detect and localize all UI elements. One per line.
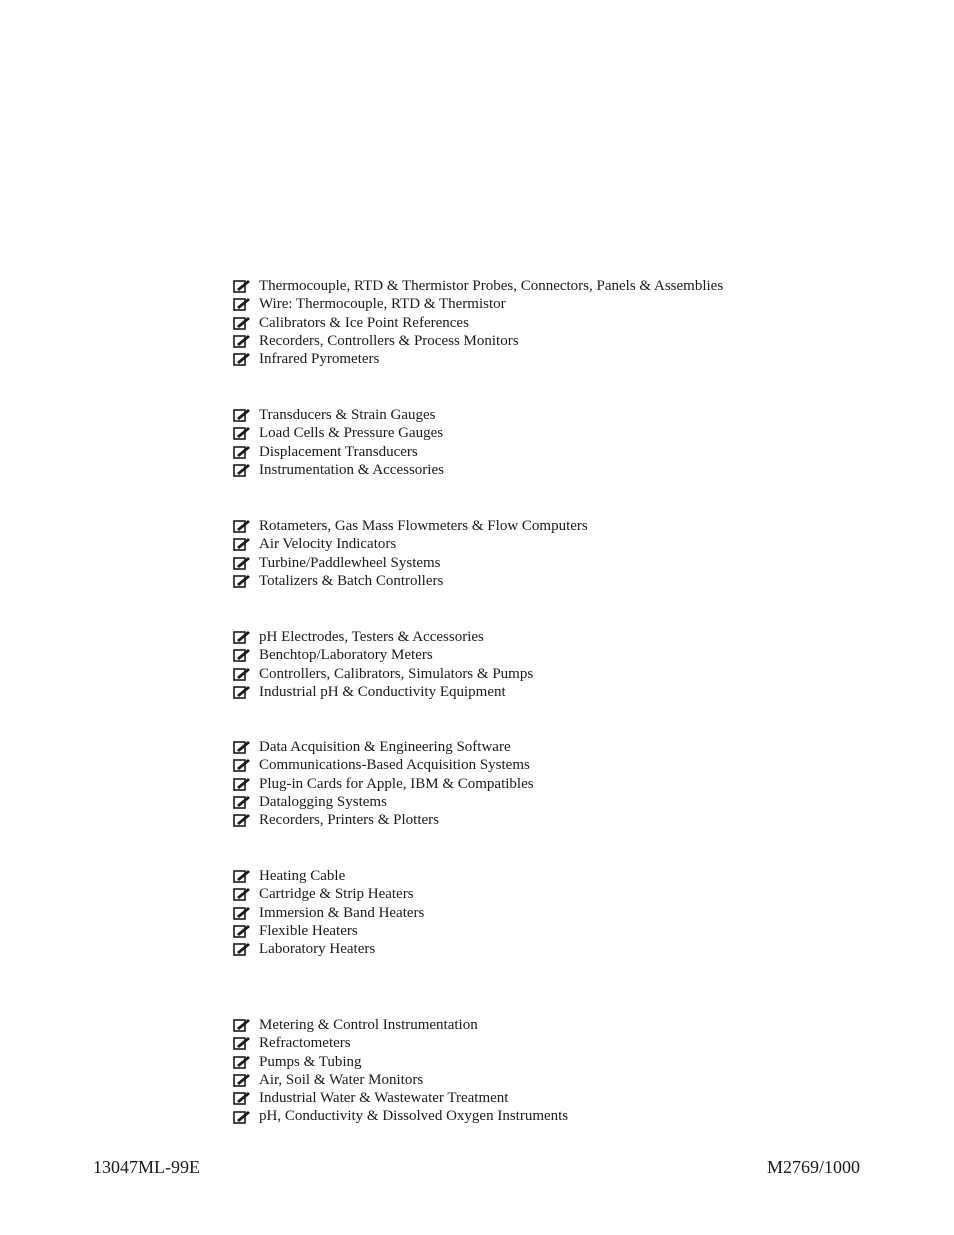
checkbox-pencil-icon xyxy=(233,924,251,938)
list-item-label: Metering & Control Instrumentation xyxy=(259,1017,478,1033)
checkbox-pencil-icon xyxy=(233,297,251,311)
list-item xyxy=(233,443,444,461)
list-item-label: Recorders, Controllers & Process Monitors xyxy=(259,332,519,349)
checkbox-pencil-icon xyxy=(233,777,251,791)
checkbox-pencil-icon xyxy=(233,869,251,883)
list-item xyxy=(233,535,588,553)
list-item xyxy=(233,1071,568,1089)
checkbox-pencil-icon xyxy=(233,574,251,588)
list-item xyxy=(233,793,534,811)
list-item xyxy=(233,775,534,793)
list-item-label: Controllers, Calibrators, Simulators & Pumps xyxy=(259,665,534,682)
list-item xyxy=(233,940,424,958)
list-item xyxy=(233,1053,568,1071)
list-item xyxy=(233,628,533,646)
checkbox-pencil-icon xyxy=(233,1036,251,1050)
checkbox-pencil-icon xyxy=(233,740,251,754)
list-item xyxy=(233,904,424,922)
checkbox-pencil-icon xyxy=(233,758,251,772)
checkbox-pencil-icon xyxy=(233,667,251,681)
checkbox-pencil-icon xyxy=(233,813,251,827)
list-item-label: Flexible Heaters xyxy=(259,922,358,939)
checkbox-pencil-icon xyxy=(233,906,251,920)
list-item xyxy=(233,665,533,683)
list-item xyxy=(233,867,424,885)
list-item-label: Air Velocity Indicators xyxy=(259,536,397,553)
list-item-label: Recorders, Printers & Plotters xyxy=(259,812,439,829)
checkbox-pencil-icon xyxy=(233,630,251,644)
checkbox-pencil-icon xyxy=(233,316,251,330)
list-item-label: Refractometers xyxy=(259,1035,351,1052)
list-item xyxy=(233,424,444,442)
list-item xyxy=(233,885,424,903)
list-item-label: Benchtop/Laboratory Meters xyxy=(259,647,433,664)
checkbox-pencil-icon xyxy=(233,887,251,901)
list-item xyxy=(233,646,533,664)
list-item-label: Wire: Thermocouple, RTD & Thermistor xyxy=(259,296,506,313)
list-item-label: Transducers & Strain Gauges xyxy=(259,407,436,423)
list-item xyxy=(233,461,444,479)
checkbox-pencil-icon xyxy=(233,463,251,477)
list-item xyxy=(233,277,723,295)
checkbox-pencil-icon xyxy=(233,334,251,348)
list-item-label: Communications-Based Acquisition Systems xyxy=(259,757,530,774)
list-item-label: Turbine/Paddlewheel Systems xyxy=(259,554,441,571)
checkbox-pencil-icon xyxy=(233,1091,251,1105)
list-item-label: pH Electrodes, Testers & Accessories xyxy=(259,629,484,645)
list-item xyxy=(233,554,588,572)
checkbox-pencil-icon xyxy=(233,795,251,809)
list-item xyxy=(233,517,588,535)
list-item-label: Air, Soil & Water Monitors xyxy=(259,1071,424,1088)
checkbox-pencil-icon xyxy=(233,408,251,422)
list-item-label: Pumps & Tubing xyxy=(259,1053,362,1070)
list-item xyxy=(233,314,723,332)
product-list-pressure xyxy=(233,406,444,479)
list-item-label: Plug-in Cards for Apple, IBM & Compatibles xyxy=(259,775,534,792)
footer-catalog-number: M2769/1000 xyxy=(766,1157,860,1177)
list-item-label: Infrared Pyrometers xyxy=(259,351,380,368)
checkbox-pencil-icon xyxy=(233,1055,251,1069)
list-item-label: Rotameters, Gas Mass Flowmeters & Flow Computers xyxy=(259,518,588,534)
checkbox-pencil-icon xyxy=(233,648,251,662)
footer-document-code: 13047ML-99E xyxy=(93,1157,200,1177)
list-item-label: Industrial pH & Conductivity Equipment xyxy=(259,683,506,700)
list-item-label: Heating Cable xyxy=(259,868,346,884)
list-item xyxy=(233,811,534,829)
list-item-label: pH, Conductivity & Dissolved Oxygen Instruments xyxy=(259,1108,569,1125)
list-item xyxy=(233,1034,568,1052)
checkbox-pencil-icon xyxy=(233,942,251,956)
list-item xyxy=(233,1107,568,1125)
list-item xyxy=(233,1016,568,1034)
product-list-temperature xyxy=(233,277,723,368)
checkbox-pencil-icon xyxy=(233,352,251,366)
product-list-heaters xyxy=(233,867,424,958)
list-item xyxy=(233,406,444,424)
list-item-label: Instrumentation & Accessories xyxy=(259,461,444,478)
checkbox-pencil-icon xyxy=(233,556,251,570)
list-item xyxy=(233,683,533,701)
checkbox-pencil-icon xyxy=(233,426,251,440)
checkbox-pencil-icon xyxy=(233,279,251,293)
product-list-flow xyxy=(233,517,588,590)
product-list-environmental xyxy=(233,1016,568,1126)
list-item xyxy=(233,756,534,774)
checkbox-pencil-icon xyxy=(233,1073,251,1087)
list-item xyxy=(233,738,534,756)
product-list-ph xyxy=(233,628,533,701)
checkbox-pencil-icon xyxy=(233,519,251,533)
list-item xyxy=(233,922,424,940)
list-item-label: Data Acquisition & Engineering Software xyxy=(259,739,511,755)
list-item xyxy=(233,332,723,350)
list-item-label: Immersion & Band Heaters xyxy=(259,904,425,921)
list-item xyxy=(233,350,723,368)
product-list-data-acquisition xyxy=(233,738,534,829)
list-item-label: Industrial Water & Wastewater Treatment xyxy=(259,1090,509,1107)
list-item xyxy=(233,295,723,313)
list-item-label: Load Cells & Pressure Gauges xyxy=(259,425,444,442)
list-item-label: Thermocouple, RTD & Thermistor Probes, Connectors, Panels & Assemblies xyxy=(259,278,724,294)
list-item-label: Calibrators & Ice Point References xyxy=(259,314,469,331)
list-item-label: Laboratory Heaters xyxy=(259,941,376,958)
list-item xyxy=(233,572,588,590)
checkbox-pencil-icon xyxy=(233,445,251,459)
checkbox-pencil-icon xyxy=(233,1018,251,1032)
list-item-label: Cartridge & Strip Heaters xyxy=(259,886,414,903)
checkbox-pencil-icon xyxy=(233,1110,251,1124)
list-item-label: Totalizers & Batch Controllers xyxy=(259,572,444,589)
list-item-label: Datalogging Systems xyxy=(259,793,387,810)
list-item xyxy=(233,1089,568,1107)
checkbox-pencil-icon xyxy=(233,685,251,699)
list-item-label: Displacement Transducers xyxy=(259,443,418,460)
checkbox-pencil-icon xyxy=(233,537,251,551)
